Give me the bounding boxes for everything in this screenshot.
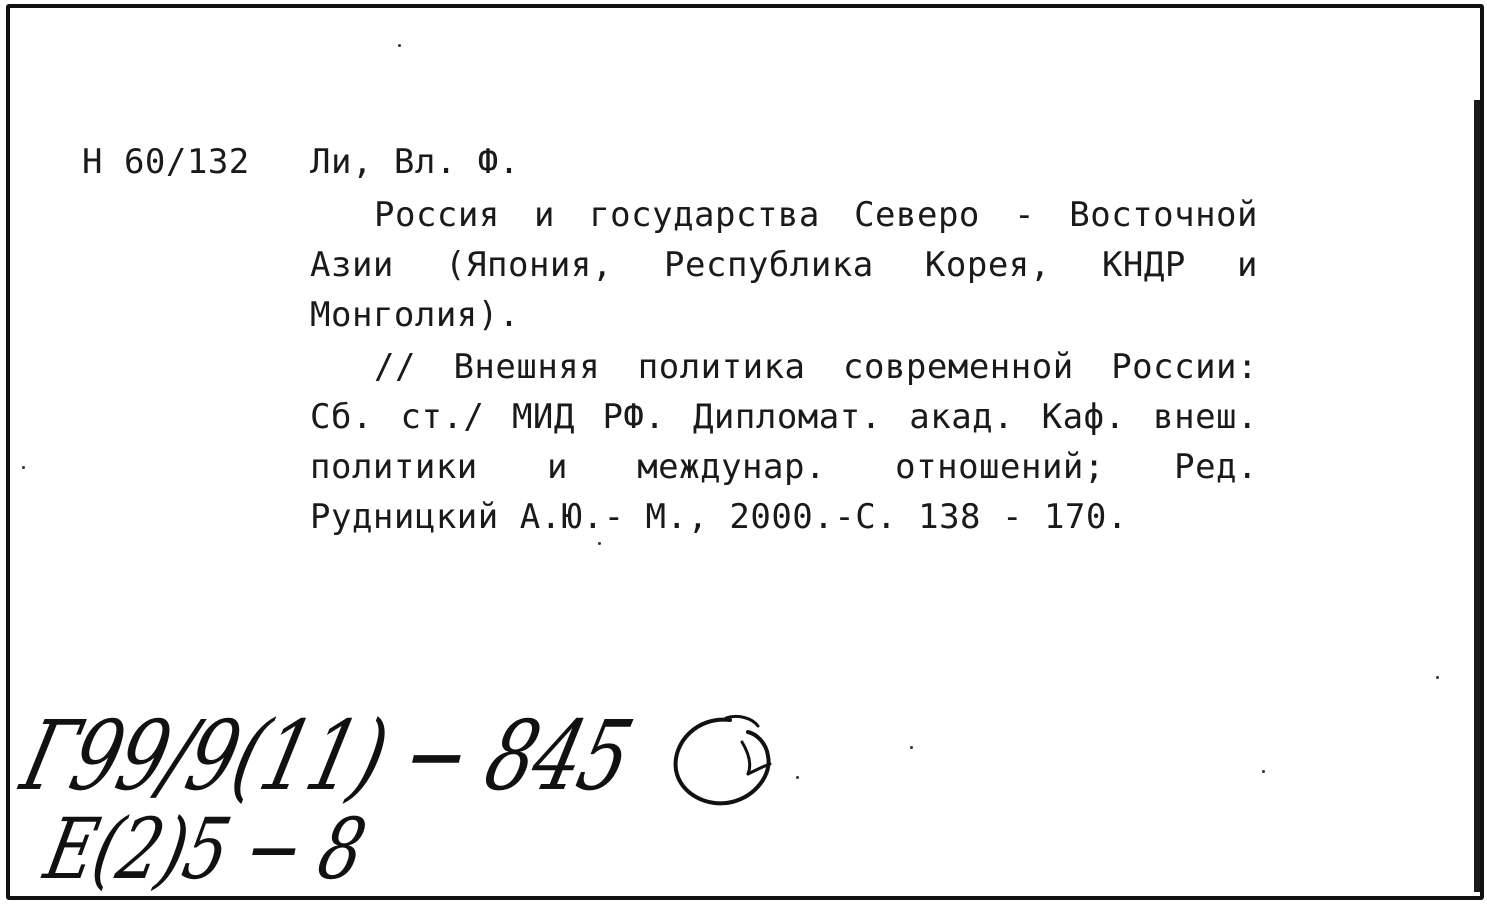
source-line: Рудницкий А.Ю.- М., 2000.-С. 138 - 170. (310, 497, 1128, 537)
source-line: Сб. ст./ МИД РФ. Дипломат. акад. Каф. внеш. (310, 397, 1258, 437)
handwritten-code: Е(2)5 − 8 (37, 800, 373, 898)
speck (22, 466, 25, 469)
shelfmark: Н 60/132 (82, 142, 250, 182)
author: Ли, Вл. Ф. (310, 142, 520, 182)
handwritten-classification: Г99/9(11) − 845 (12, 700, 642, 812)
speck (910, 746, 913, 749)
speck (598, 542, 601, 545)
source-line: // Внешняя политика современной России: (374, 347, 1258, 387)
title-line: Россия и государства Северо - Восточной (374, 195, 1258, 235)
title-block (310, 190, 1258, 340)
title-line: Монголия). (310, 295, 520, 335)
card-edge-shadow (1474, 100, 1480, 892)
source-line: политики и междунар. отношений; Ред. (310, 447, 1258, 487)
title-line: Азии (Япония, Республика Корея, КНДР и (310, 245, 1258, 285)
speck (398, 44, 401, 47)
speck (796, 776, 799, 779)
speck (1262, 770, 1265, 773)
source-block (310, 342, 1258, 542)
speck (1436, 676, 1439, 679)
circle-mark-icon (668, 712, 778, 812)
